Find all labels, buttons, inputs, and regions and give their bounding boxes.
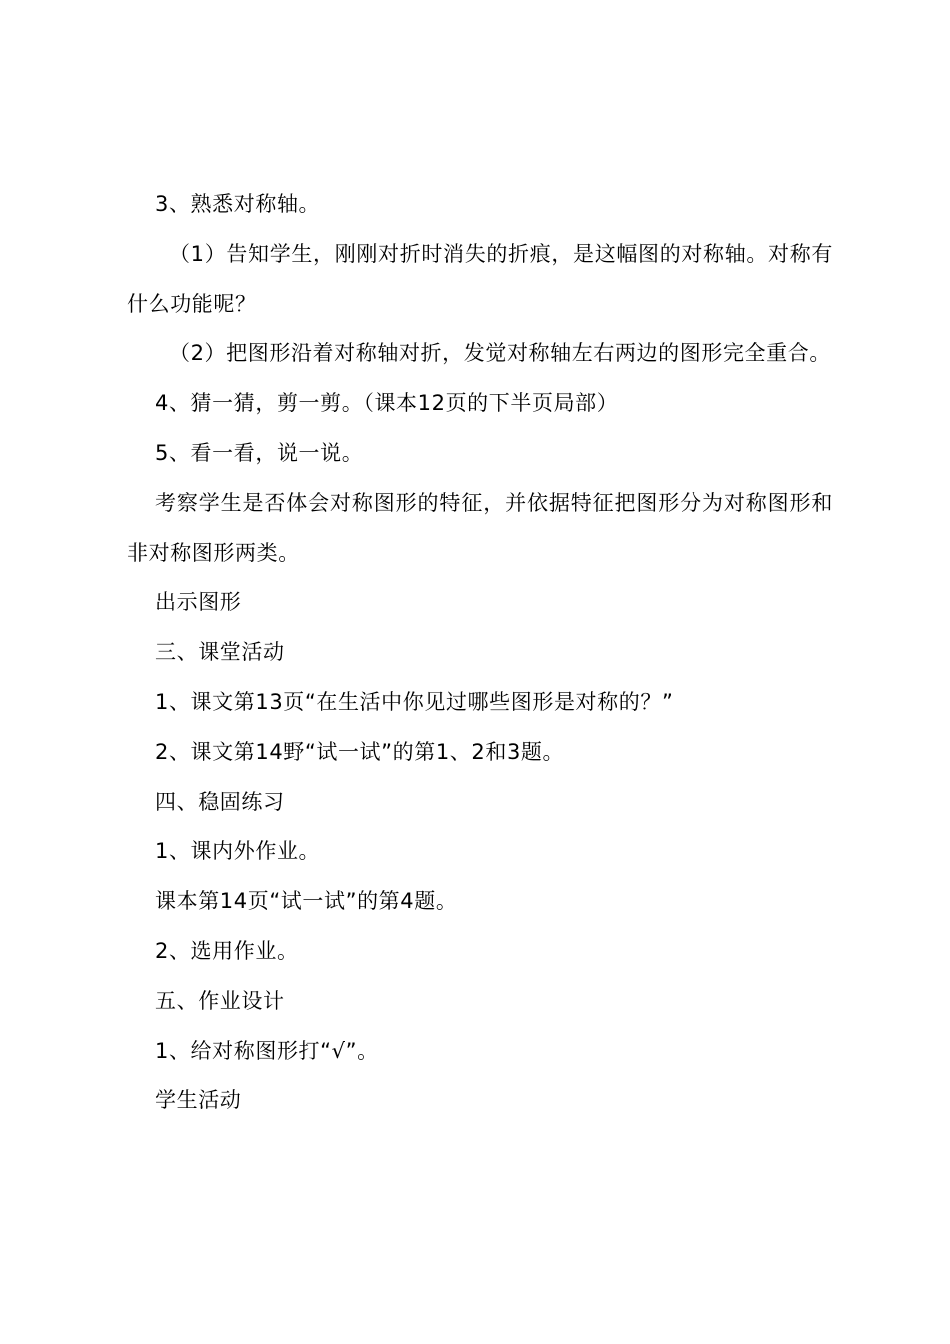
paragraph: 1、课文第13页“在生活中你见过哪些图形是对称的？” bbox=[155, 689, 674, 714]
paragraph: 5、看一看，说一说。 bbox=[155, 440, 364, 465]
paragraph: 3、熟悉对称轴。 bbox=[155, 192, 321, 216]
paragraph: 课本第14页“试一试”的第4题。 bbox=[155, 889, 458, 914]
paragraph: 2、课文第14野“试一试”的第1、2和3题。 bbox=[155, 739, 565, 764]
paragraph: （1）告知学生，刚刚对折时消失的折痕，是这幅图的对称轴。对称有什么功能呢？ bbox=[127, 241, 833, 316]
paragraph: 出示图形 bbox=[155, 590, 242, 615]
paragraph: 学生活动 bbox=[155, 1088, 242, 1113]
section-heading: 三、课堂活动 bbox=[155, 640, 285, 665]
paragraph: 2、选用作业。 bbox=[155, 938, 299, 963]
section-heading: 五、作业设计 bbox=[155, 988, 285, 1013]
paragraph: （2）把图形沿着对称轴对折，发觉对称轴左右两边的图形完全重合。 bbox=[169, 341, 831, 366]
paragraph: 1、课内外作业。 bbox=[155, 839, 321, 864]
section-heading: 四、稳固练习 bbox=[155, 789, 285, 814]
document-body bbox=[127, 180, 833, 1126]
paragraph: 考察学生是否体会对称图形的特征，并依据特征把图形分为对称图形和非对称图形两类。 bbox=[127, 490, 833, 565]
paragraph: 4、猜一猜，剪一剪。（课本12页的下半页局部） bbox=[155, 391, 619, 416]
paragraph: 1、给对称图形打“√”。 bbox=[155, 1038, 379, 1063]
